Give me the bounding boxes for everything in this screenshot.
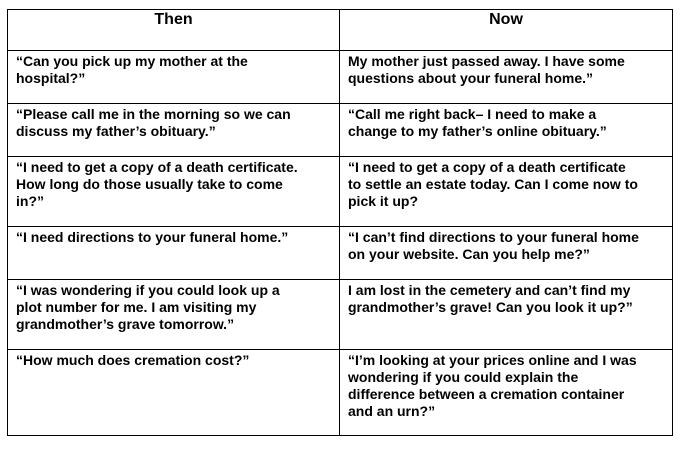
then-cell: “Please call me in the morning so we can discuss my father’s obituary.” [8,104,340,157]
table-row [8,227,673,280]
then-cell: “Can you pick up my mother at the hospital?” [8,51,340,104]
table-row [8,350,673,436]
then-now-table [7,9,673,436]
now-cell: “Call me right back– I need to make a change to my father’s online obituary.” [340,104,673,157]
table-row [8,51,673,104]
header-row [8,10,673,51]
now-cell: “I need to get a copy of a death certificate to settle an estate today. Can I come now to pick it up? [340,157,673,227]
now-cell: I am lost in the cemetery and can’t find my grandmother’s grave! Can you look it up?” [340,280,673,350]
then-cell: “I need to get a copy of a death certificate. How long do those usually take to come in?” [8,157,340,227]
now-cell: “I’m looking at your prices online and I was wondering if you could explain the difference between a cremation container and an urn?” [340,350,673,436]
then-cell: “How much does cremation cost?” [8,350,340,436]
table-row [8,157,673,227]
table-row [8,280,673,350]
now-cell: My mother just passed away. I have some questions about your funeral home.” [340,51,673,104]
header-now: Now [340,10,673,51]
header-then: Then [8,10,340,51]
then-cell: “I was wondering if you could look up a plot number for me. I am visiting my grandmother’s grave tomorrow.” [8,280,340,350]
table-row [8,104,673,157]
now-cell: “I can’t find directions to your funeral home on your website. Can you help me?” [340,227,673,280]
then-cell: “I need directions to your funeral home.” [8,227,340,280]
